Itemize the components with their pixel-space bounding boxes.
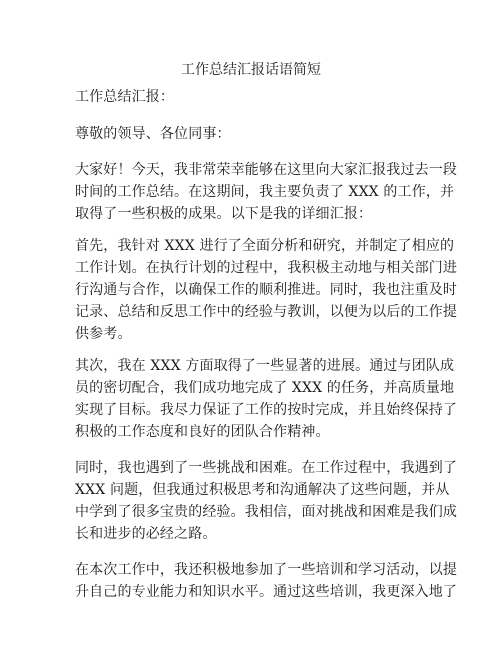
paragraph-3-line-1: 其次，我在 XXX 方面取得了一些显著的进展。通过与团队成 [75,358,455,374]
document-heading: 工作总结汇报： [75,89,175,105]
paragraph-2-line-4: 记录、总结和反思工作中的经验与教训，以便为以后的工作提 [75,304,458,320]
document-title: 工作总结汇报话语简短 [181,62,321,78]
paragraph-5-line-1: 在本次工作中，我还积极地参加了一些培训和学习活动，以提 [75,562,458,578]
paragraph-4-line-2: XXX 问题，但我通过积极思考和沟通解决了这些问题，并从 [75,482,450,498]
paragraph-2-line-1: 首先，我针对 XXX 进行了全面分析和研究，并制定了相应的 [75,238,455,254]
paragraph-5-line-2: 升自己的专业能力和知识水平。通过这些培训，我更深入地了 [75,584,458,600]
paragraph-2-line-3: 行沟通与合作，以确保工作的顺利推进。同时，我也注重及时 [75,282,458,298]
paragraph-3-line-4: 积极的工作态度和良好的团队合作精神。 [75,424,330,440]
paragraph-1-line-2: 时间的工作总结。在这期间，我主要负责了 XXX 的工作，并 [75,184,455,200]
paragraph-4-line-4: 长和进步的必经之路。 [75,526,217,542]
paragraph-3-line-2: 员的密切配合，我们成功地完成了 XXX 的任务，并高质量地 [75,380,455,396]
paragraph-4-line-1: 同时，我也遇到了一些挑战和困难。在工作过程中，我遇到了 [75,460,458,476]
paragraph-1-line-3: 取得了一些积极的成果。以下是我的详细汇报： [75,206,373,222]
salutation: 尊敬的领导、各位同事： [75,126,231,142]
paragraph-4-line-3: 中学到了很多宝贵的经验。我相信，面对挑战和困难是我们成 [75,504,458,520]
paragraph-1-line-1: 大家好！今天，我非常荣幸能够在这里向大家汇报我过去一段 [75,162,458,178]
paragraph-2-line-2: 工作计划。在执行计划的过程中，我积极主动地与相关部门进 [75,260,458,276]
paragraph-2-line-5: 供参考。 [75,326,132,342]
paragraph-3-line-3: 实现了目标。我尽力保证了工作的按时完成，并且始终保持了 [75,402,458,418]
